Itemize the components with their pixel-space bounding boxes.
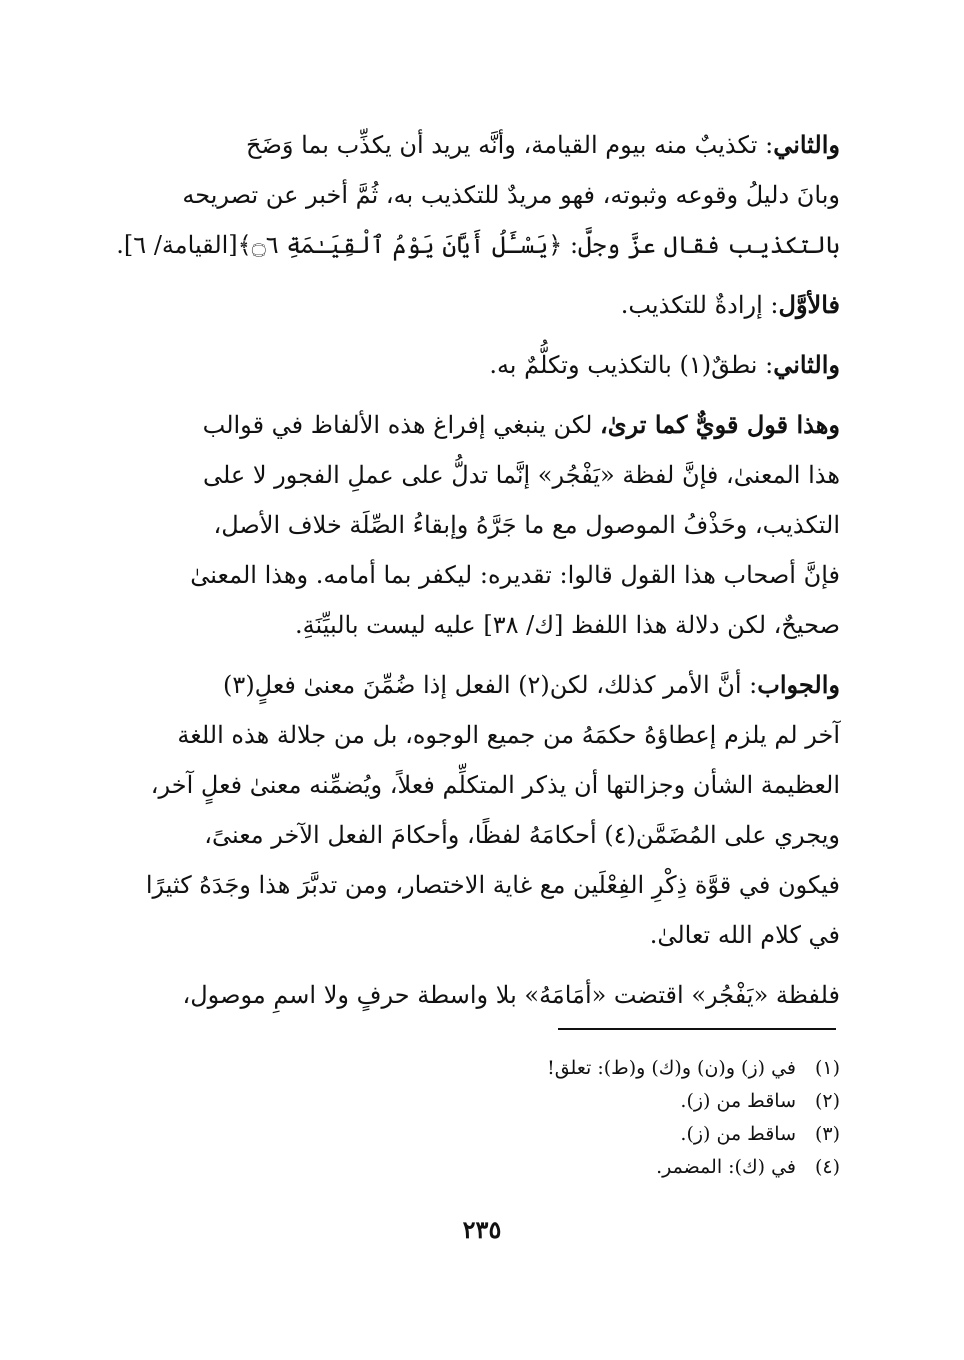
text-line: والجواب: أنَّ الأمر كذلك، لكن(٢) الفعل إذا ضُمِّنَ معنىٰ فعلٍ(٣) [223, 670, 840, 699]
footnote-number: (٤) [814, 1156, 840, 1178]
text-line: آخر لم يلزم إعطاؤهُ حكمَهُ من جميع الوجوه، بل من جلالة هذه اللغة [177, 721, 840, 749]
text-line: وبانَ دليلُ وقوعه وثبوته، فهو مريدٌ للتكذيب به، ثُمَّ أخبر عن تصريحه [182, 181, 840, 209]
footnotes [440, 1052, 840, 1184]
text-line: فيكون في قوَّة ذِكْرِ الفِعْلَين مع غاية الاختصار، ومن تدبَّرَ هذا وجَدَهُ كثيرًا [145, 871, 840, 899]
text-line: فإنَّ أصحاب هذا القول قالوا: تقديره: ليكفر بما أمامه. وهذا المعنىٰ [190, 561, 840, 589]
footnote-number: (١) [814, 1057, 840, 1079]
footnote [440, 1151, 840, 1184]
footnote-text: في (ك): المضمر. [656, 1156, 796, 1178]
footnote-text: ساقط من (ز). [680, 1123, 796, 1145]
lead-term: والثاني [773, 350, 840, 379]
page-number: ٢٣٥ [462, 1215, 502, 1244]
lead-term: والجواب [757, 670, 840, 699]
text-line: فلفظة «يَفْجُر» اقتضت «أمَامَهُ» بلا واسطة حرفٍ ولا اسمِ موصول، [182, 981, 840, 1009]
lead-term: فالأوَّل [778, 290, 840, 319]
footnote [440, 1052, 840, 1085]
quran-quote-line: بالتكذيب فقال عزَّ وجلَّ: ﴿يَسْـَٔلُ أَيَّانَ يَوْمُ ٱلْقِيَـٰمَةِ ۝٦﴾[القيامة/ ٦]. [116, 231, 840, 259]
text-line: في كلام الله تعالىٰ. [649, 921, 840, 949]
main-text [116, 120, 840, 1020]
footnote [440, 1085, 840, 1118]
footnote-number: (٢) [814, 1090, 840, 1112]
text-line: هذا المعنىٰ، فإنَّ لفظة «يَفْجُر» إنَّما تدلُّ على عملِ الفجور لا على [202, 461, 840, 489]
text-line: العظيمة الشأن وجزالتها أن يذكر المتكلِّم فعلاً، ويُضمِّنه معنىٰ فعلٍ آخر، [150, 771, 840, 799]
text-line: ويجري على المُضَمَّن(٤) أحكامَهُ لفظًا، وأحكامَ الفعل الآخر معنىً، [204, 821, 840, 849]
footnote-text: في (ز) و(ن) و(ك) و(ط): تعلق! [547, 1057, 796, 1079]
text-line: التكذيب، وحَذْفُ الموصول مع ما جَرَّهُ وإبقاءُ الصِّلَة خلاف الأصل، [213, 511, 840, 539]
lead-term: وهذا قول قويٌّ كما ترىٰ، [600, 410, 840, 439]
text-line: والثاني: تكذيبٌ منه بيوم القيامة، وأنَّه يريد أن يكذِّب بما وَضَحَ [245, 130, 840, 159]
text-line: والثاني: نطقٌ(١) بالتكذيب وتكلُّمٌ به. [489, 350, 840, 379]
footnote [440, 1118, 840, 1151]
footnote-text: ساقط من (ز). [680, 1090, 796, 1112]
lead-term: والثاني [773, 130, 840, 159]
text-line: وهذا قول قويٌّ كما ترىٰ، لكن ينبغي إفراغ هذه الألفاظ في قوالب [202, 410, 840, 439]
footnote-number: (٣) [814, 1123, 840, 1145]
text-line: فالأوَّل: إرادةٌ للتكذيب. [620, 290, 840, 319]
footnote-divider [558, 1028, 836, 1030]
text-line: صحيحٌ، لكن دلالة هذا اللفظ [ك/ ٣٨] عليه ليست بالبيِّنَةِ. [295, 611, 840, 639]
